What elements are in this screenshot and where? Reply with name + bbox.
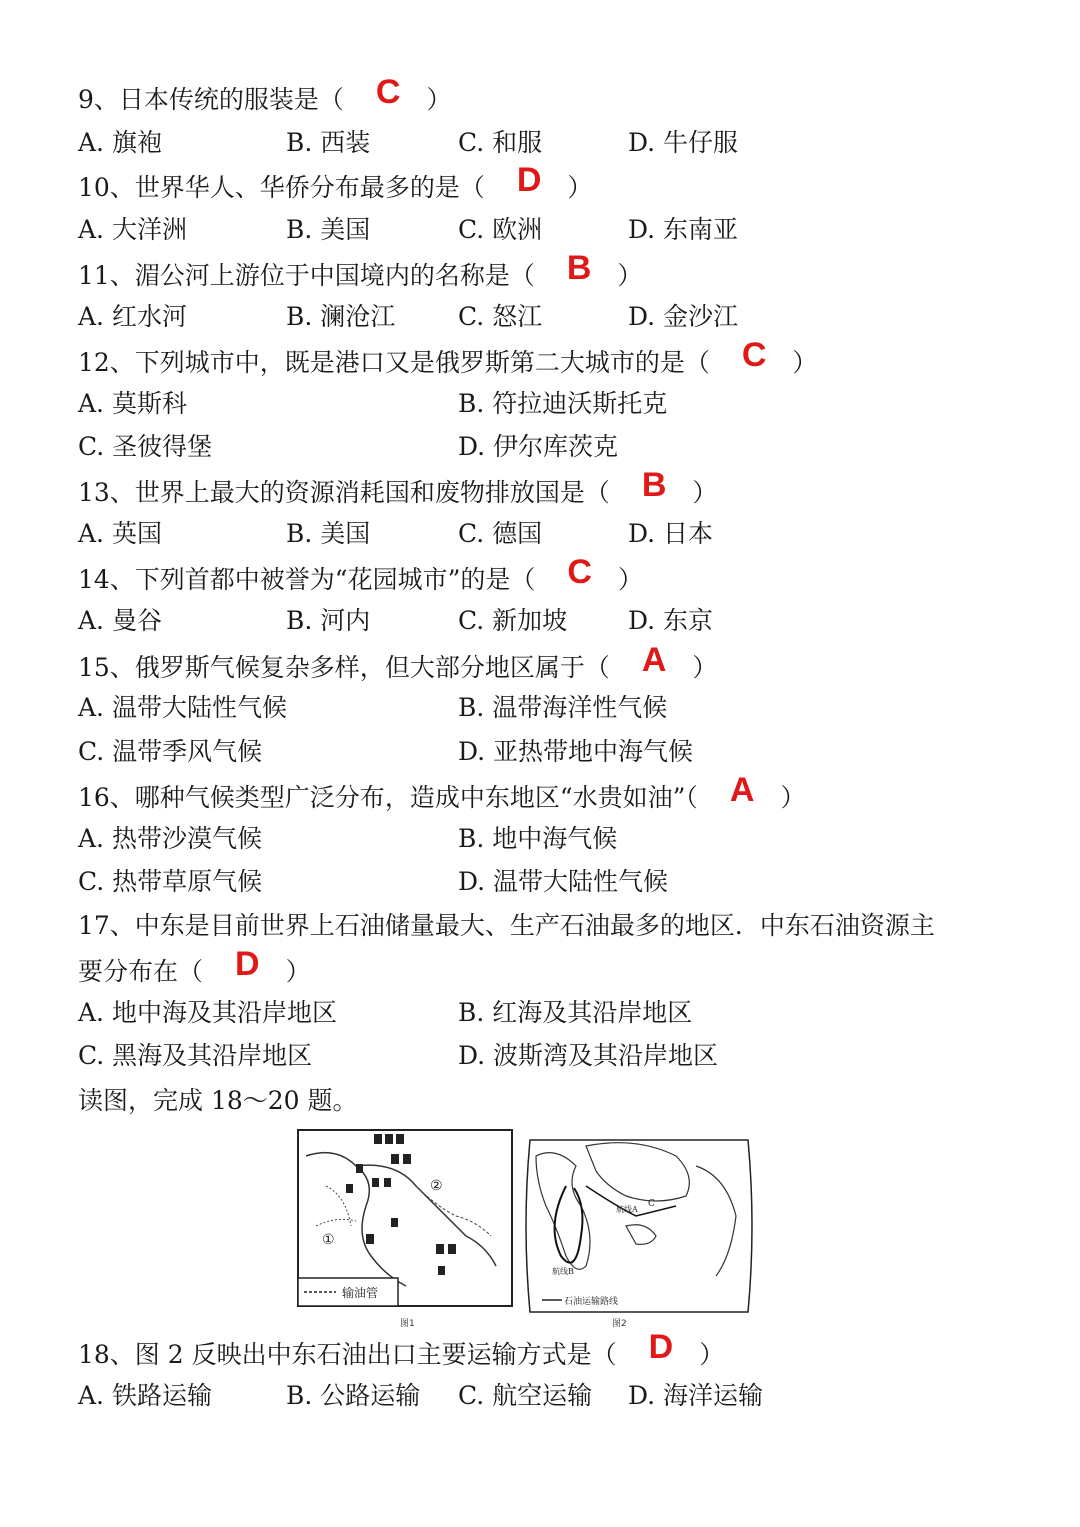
option-d: D. 波斯湾及其沿岸地区 (458, 1041, 719, 1070)
question-17-stem-line1: 17、中东是目前世界上石油储量最大、生产石油最多的地区．中东石油资源主 (78, 911, 935, 940)
question-11-stem: 11、湄公河上游位于中国境内的名称是（ (78, 261, 535, 290)
question-10-stem: 10、世界华人、华侨分布最多的是（ (78, 173, 485, 202)
option-b: B. 河内 (286, 606, 371, 635)
option-b: B. 西装 (286, 128, 371, 157)
question-18-stem: 18、图 2 反映出中东石油出口主要运输方式是（ (78, 1340, 617, 1369)
question-12 (78, 336, 818, 378)
question-13-close: ） (692, 478, 718, 507)
option-b: B. 地中海气候 (458, 824, 618, 853)
question-15 (78, 641, 718, 683)
maps-svg (296, 1126, 756, 1326)
option-a: A. 温带大陆性气候 (78, 693, 287, 722)
option-a: A. 旗袍 (78, 128, 162, 157)
option-a: A. 莫斯科 (78, 389, 187, 418)
route-a-label: 航线A (616, 1205, 638, 1214)
option-a: A. 曼谷 (78, 606, 162, 635)
question-18-close: ） (699, 1340, 725, 1369)
option-c: C. 温带季风气候 (78, 737, 263, 766)
option-d: D. 伊尔库茨克 (458, 432, 619, 461)
option-a: A. 红水河 (78, 302, 187, 331)
question-16-stem: 16、哪种气候类型广泛分布，造成中东地区“水贵如油”（ (78, 783, 698, 812)
option-b: B. 温带海洋性气候 (458, 693, 668, 722)
question-11 (78, 249, 643, 291)
figure-maps (296, 1126, 756, 1329)
question-9-answer: C (375, 73, 401, 111)
question-10-close: ） (567, 173, 593, 202)
question-17-stem-line2: 要分布在（ (78, 957, 204, 986)
option-d: D. 温带大陆性气候 (458, 867, 669, 896)
option-a: A. 热带沙漠气候 (78, 824, 262, 853)
read-instruction-text: 读图，完成 18～20 题。 (78, 1086, 358, 1115)
question-9-close: ） (426, 85, 452, 114)
figure-2-map (526, 1140, 752, 1312)
question-15-stem: 15、俄罗斯气候复杂多样，但大部分地区属于（ (78, 653, 610, 682)
question-12-answer: C (741, 336, 767, 374)
option-d: D. 亚热带地中海气候 (458, 737, 694, 766)
read-instruction (78, 1086, 358, 1116)
option-c: C. 黑海及其沿岸地区 (78, 1041, 313, 1070)
question-13-answer: B (641, 466, 667, 504)
option-c: C. 热带草原气候 (78, 867, 263, 896)
question-18-answer: D (648, 1328, 674, 1366)
option-b: B. 美国 (286, 215, 371, 244)
option-b: B. 符拉迪沃斯托克 (458, 389, 668, 418)
question-12-close: ） (792, 348, 818, 377)
question-9 (78, 73, 452, 115)
option-d: D. 海洋运输 (628, 1381, 764, 1410)
option-c: C. 德国 (458, 519, 543, 548)
option-c: C. 怒江 (458, 302, 543, 331)
option-b: B. 美国 (286, 519, 371, 548)
option-b: B. 公路运输 (286, 1381, 421, 1410)
question-17-line2 (78, 945, 311, 987)
option-c: C. 新加坡 (458, 606, 568, 635)
fig1-legend-label: 输油管 (342, 1286, 379, 1300)
question-14-stem: 14、下列首都中被誉为“花园城市”的是（ (78, 565, 536, 594)
option-d: D. 牛仔服 (628, 128, 739, 157)
question-14-answer: C (567, 553, 592, 591)
option-d: D. 日本 (628, 519, 714, 548)
question-18 (78, 1328, 725, 1370)
question-17-line1 (78, 911, 935, 941)
question-11-answer: B (566, 249, 592, 287)
option-b: B. 澜沧江 (286, 302, 396, 331)
fig1-caption: 图1 (400, 1319, 415, 1329)
region-1-label: ① (322, 1232, 335, 1248)
question-16 (78, 771, 806, 813)
question-17-answer: D (235, 945, 260, 983)
option-b: B. 红海及其沿岸地区 (458, 998, 693, 1027)
question-15-close: ） (692, 653, 718, 682)
option-d: D. 金沙江 (628, 302, 739, 331)
question-10-answer: D (516, 161, 542, 199)
question-10 (78, 161, 593, 203)
fig2-legend-label: 石油运输路线 (564, 1297, 619, 1307)
option-a: A. 铁路运输 (78, 1381, 212, 1410)
route-c-label: C (648, 1199, 655, 1209)
question-13-stem: 13、世界上最大的资源消耗国和废物排放国是（ (78, 478, 610, 507)
question-16-close: ） (780, 783, 806, 812)
option-c: C. 航空运输 (458, 1381, 593, 1410)
option-c: C. 欧洲 (458, 215, 543, 244)
figure-1-map (298, 1130, 512, 1306)
question-9-stem: 9、日本传统的服装是（ (78, 85, 344, 114)
question-14-close: ） (617, 565, 643, 594)
question-15-answer: A (641, 641, 667, 679)
option-c: C. 圣彼得堡 (78, 432, 213, 461)
question-12-stem: 12、下列城市中，既是港口又是俄罗斯第二大城市的是（ (78, 348, 710, 377)
option-a: A. 地中海及其沿岸地区 (78, 998, 337, 1027)
question-17-close: ） (285, 957, 311, 986)
fig2-caption: 图2 (612, 1319, 627, 1329)
route-b-label: 航线B (552, 1267, 574, 1276)
option-c: C. 和服 (458, 128, 543, 157)
question-11-close: ） (617, 261, 643, 290)
option-d: D. 东京 (628, 606, 714, 635)
region-2-label: ② (430, 1178, 443, 1194)
option-a: A. 英国 (78, 519, 162, 548)
question-13 (78, 466, 718, 508)
option-a: A. 大洋洲 (78, 215, 187, 244)
question-14 (78, 553, 643, 595)
question-16-answer: A (729, 771, 755, 809)
option-d: D. 东南亚 (628, 215, 739, 244)
